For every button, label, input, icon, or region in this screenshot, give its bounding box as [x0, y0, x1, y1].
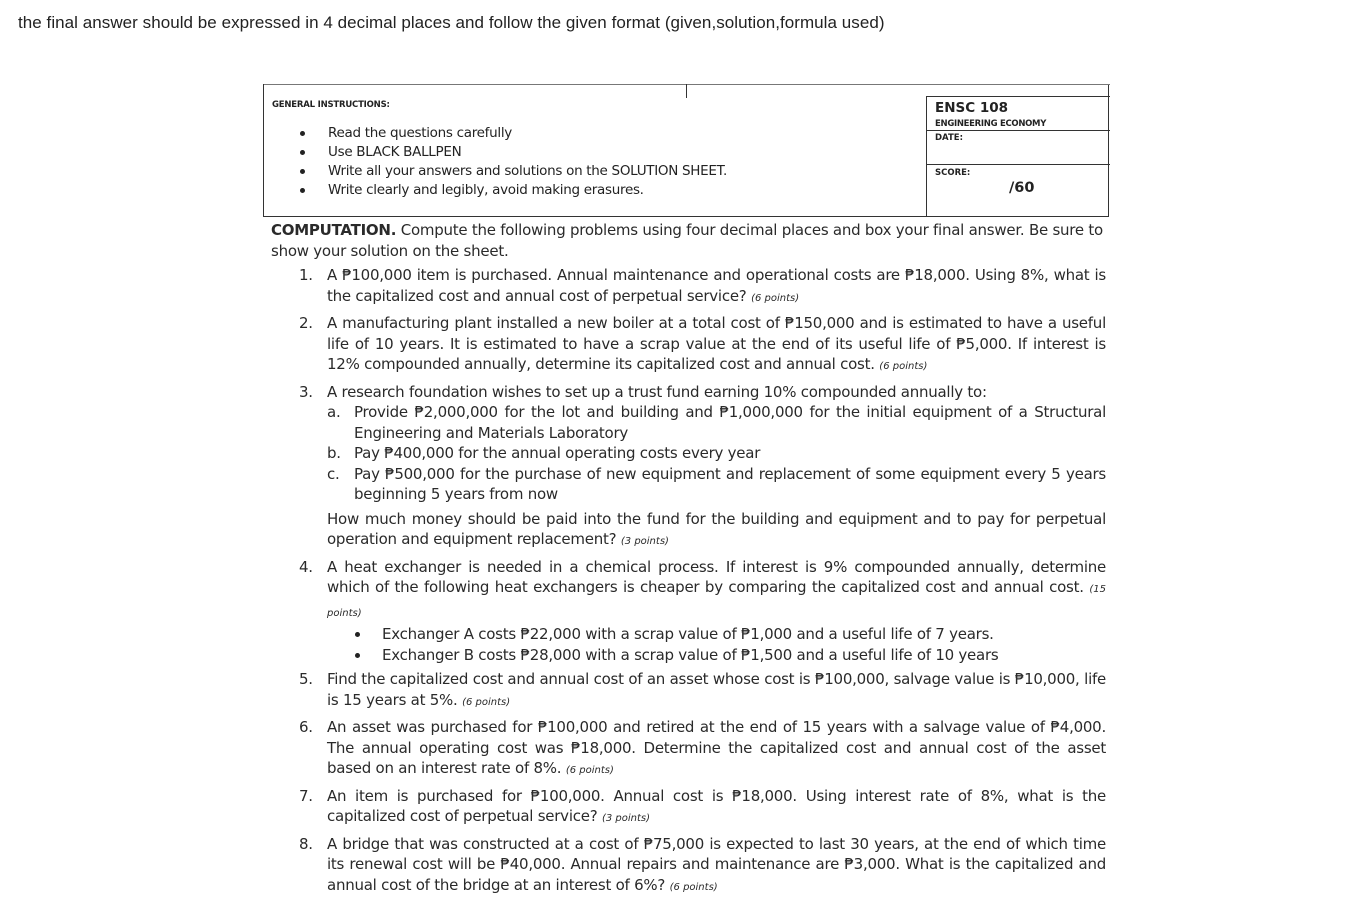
question-item: 7. An item is purchased for ₱100,000. Annual cost is ₱18,000. Using interest rate of 8%, what is the capitalized cost of perpetual service? (3 points): [299, 786, 1106, 825]
bullet-item: Exchanger B costs ₱28,000 with a scrap value of ₱1,500 and a useful life of 10 years: [327, 645, 1106, 666]
question-item: 5. Find the capitalized cost and annual cost of an asset whose cost is ₱100,000, salvage value is ₱10,000, life is 15 years at 5%. (6 points): [299, 670, 1106, 709]
divider: [927, 164, 1110, 165]
question-item: 3. A research foundation wishes to set up a trust fund earning 10% compounded annually to: a. Provide ₱2,000,000 for the lot and building and ₱1,000,000 for the initial equipment of a Structural Engineering and Materials Laboratory b. Pay ₱400,000 for the annual operating costs every year c. Pay ₱500,000 for the purchase of new equipment and replacement of some equipment every 5 years beginning 5 years from now How much money should be paid into the fund for the building and equipment and to pay for perpetual operation and equipment replacement? (3 points): [271, 382, 1106, 553]
points-label: (6 points): [565, 765, 614, 776]
top-tick: [686, 84, 687, 98]
points-label: (6 points): [751, 292, 800, 304]
bullet-icon: [355, 632, 360, 637]
bullet-item: Exchanger A costs ₱22,000 with a scrap value of ₱1,000 and a useful life of 7 years.: [327, 624, 1106, 645]
score-total: /60: [1009, 180, 1035, 196]
bullet-icon: [355, 653, 360, 658]
points-label: (6 points): [462, 696, 511, 708]
sub-item: b. Pay ₱400,000 for the annual operating costs every year: [327, 444, 761, 462]
points-label: (3 points): [601, 813, 651, 824]
divider: [927, 130, 1110, 131]
exam-sheet-image: [263, 84, 1113, 894]
instruction-item: Write clearly and legibly, avoid making erasures.: [300, 181, 727, 200]
course-name: ENGINEERING ECONOMY: [935, 119, 1047, 129]
instruction-item: Read the questions carefully: [300, 124, 727, 143]
course-score-box: [926, 96, 1110, 217]
points-label: (6 points): [669, 881, 718, 893]
instruction-item: Write all your answers and solutions on the SOLUTION SHEET.: [300, 162, 727, 181]
score-label: SCORE:: [935, 168, 971, 178]
date-label: DATE:: [935, 133, 963, 143]
instruction-item: Use BLACK BALLPEN: [300, 143, 727, 162]
instructions-list: [300, 124, 727, 200]
bullet-icon: [300, 150, 305, 155]
computation-section: [271, 220, 1106, 902]
sub-item: a. Provide ₱2,000,000 for the lot and building and ₱1,000,000 for the initial equipment of a Structural Engineering and Materials Laboratory: [327, 403, 1106, 442]
points-label: (3 points): [620, 536, 669, 547]
question-item: 6. An asset was purchased for ₱100,000 and retired at the end of 15 years with a salvage value of ₱4,000. The annual operating cost was ₱18,000. Determine the capitalized cost and annual cost of the asset based on an interest rate of 8%. (6 points): [299, 718, 1106, 777]
request-text: the final answer should be expressed in 4 decimal places and follow the given format (given,solution,formula used): [18, 13, 885, 32]
bullet-icon: [300, 188, 305, 193]
computation-heading: COMPUTATION.: [271, 221, 397, 239]
question-item: 8. A bridge that was constructed at a cost of ₱75,000 is expected to last 30 years, at the end of which time its renewal cost will be ₱40,000. Annual repairs and maintenance are ₱3,000. What is the capitalized and annual cost of the bridge at an interest of 6%? (6 points): [299, 834, 1106, 894]
points-label: (15 points): [327, 584, 1106, 619]
question-item: 2. A manufacturing plant installed a new boiler at a total cost of ₱150,000 and is estimated to have a useful life of 10 years. It is estimated to have a scrap value at the end of its useful life of ₱5,000. If interest is 12% compounded annually, determine its capitalized cost and annual cost. (6 points): [299, 314, 1106, 373]
bullet-icon: [300, 169, 305, 174]
question-followup: How much money should be paid into the fund for the building and equipment and to pay for perpetual operation and equipment replacement? (3 points): [327, 509, 1106, 548]
question-item: 4. A heat exchanger is needed in a chemical process. If interest is 9% compounded annually, determine which of the following heat exchangers is cheaper by comparing the capitalized cost and annual cost. (15 points) Exchanger A costs ₱22,000 with a scrap value of ₱1,000 and a useful life of 7 years. Exchanger B costs ₱28,000 with a scrap value of ₱1,500 and a useful life of 10 years: [299, 557, 1106, 664]
top-rule: [264, 84, 1110, 85]
course-code: ENSC 108: [935, 100, 1009, 116]
points-label: (6 points): [879, 361, 928, 372]
computation-intro: COMPUTATION. Compute the following problems using four decimal places and box your final answer. Be sure to show your solution on the sheet.: [271, 221, 1103, 260]
bullet-icon: [300, 131, 305, 136]
sub-item: c. Pay ₱500,000 for the purchase of new equipment and replacement of some equipment every 5 years beginning 5 years from now: [327, 464, 1106, 503]
instructions-header-box: [263, 84, 1109, 217]
general-instructions-title: GENERAL INSTRUCTIONS:: [272, 100, 390, 110]
question-item: 1. A ₱100,000 item is purchased. Annual maintenance and operational costs are ₱18,000. Using 8%, what is the capitalized cost and annual cost of perpetual service? (6 points): [299, 266, 1106, 305]
